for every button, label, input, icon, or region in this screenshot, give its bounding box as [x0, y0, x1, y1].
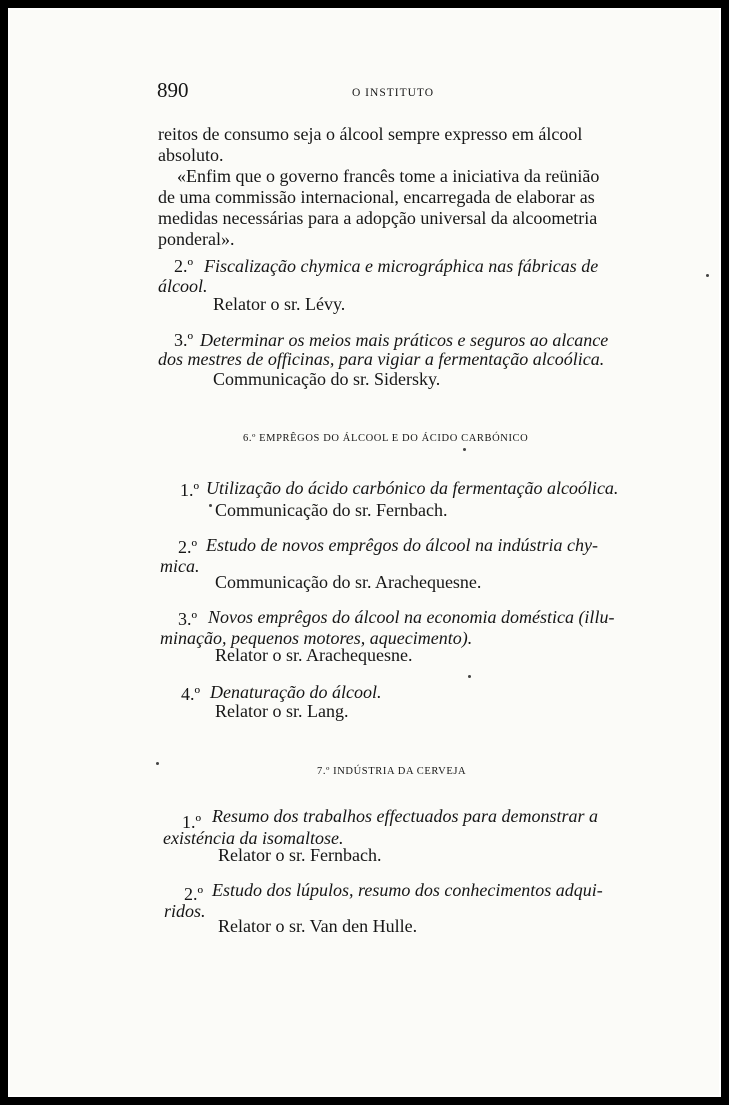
section-heading: 7.º INDÚSTRIA DA CERVEJA	[317, 766, 467, 777]
item-title: Estudo dos lúpulos, resumo dos conhecimentos adqui-	[212, 880, 603, 900]
item-number: 2.º	[178, 537, 198, 557]
ink-speck	[463, 448, 466, 451]
item-relator: Relator o sr. Arachequesne.	[215, 645, 413, 665]
item-number: 4.º	[181, 684, 201, 704]
ink-speck	[706, 274, 709, 277]
page-number: 890	[157, 78, 189, 102]
item-relator: Communicação do sr. Sidersky.	[213, 369, 441, 389]
ink-speck	[156, 762, 159, 765]
item-title: Determinar os meios mais práticos e seguros ao alcance	[200, 330, 609, 350]
item-title: Utilização do ácido carbónico da fermentação alcoólica.	[206, 478, 619, 498]
text-line: reitos de consumo seja o álcool sempre expresso em álcool	[158, 124, 583, 144]
text-line: de uma commissão internacional, encarregada de elaborar as	[158, 187, 595, 207]
ink-speck	[209, 504, 212, 507]
ink-speck	[468, 675, 471, 678]
item-title: Fiscalização chymica e micrográphica nas fábricas de	[204, 256, 599, 276]
item-title: Denaturação do álcool.	[210, 682, 382, 702]
running-title: O INSTITUTO	[352, 87, 435, 99]
item-relator: Relator o sr. Lang.	[215, 701, 349, 721]
text-line: medidas necessárias para a adopção universal da alcoometria	[158, 208, 598, 228]
item-relator: Communicação do sr. Arachequesne.	[215, 572, 482, 592]
item-number: 3.º	[178, 609, 198, 629]
item-relator: Communicação do sr. Fernbach.	[215, 500, 448, 520]
item-title: dos mestres de officinas, para vigiar a fermentação alcoólica.	[158, 349, 605, 369]
item-title: Resumo dos trabalhos effectuados para demonstrar a	[212, 806, 598, 826]
text-line: «Enfim que o governo francês tome a iniciativa da reünião	[177, 166, 600, 186]
item-title: mica.	[160, 556, 200, 576]
item-number: 2.º	[184, 884, 204, 904]
item-title: ridos.	[164, 901, 206, 921]
item-relator: Relator o sr. Fernbach.	[218, 845, 382, 865]
item-number: 1.º	[180, 480, 200, 500]
item-title: álcool.	[158, 276, 208, 296]
text-line: ponderal».	[158, 229, 235, 249]
item-title: Estudo de novos emprêgos do álcool na indústria chy-	[206, 535, 598, 555]
item-title: minação, pequenos motores, aquecimento).	[160, 628, 473, 648]
item-relator: Relator o sr. Lévy.	[213, 294, 346, 314]
item-number: 3.º	[174, 330, 194, 350]
item-title: existéncia da isomaltose.	[163, 828, 344, 848]
section-heading: 6.º EMPRÊGOS DO ÁLCOOL E DO ÁCIDO CARBÓNICO	[243, 433, 529, 444]
item-title: Novos emprêgos do álcool na economia doméstica (illu-	[208, 607, 615, 627]
item-number: 2.º	[174, 256, 194, 276]
item-number: 1.º	[182, 812, 202, 832]
item-relator: Relator o sr. Van den Hulle.	[218, 916, 418, 936]
text-line: absoluto.	[158, 145, 224, 165]
